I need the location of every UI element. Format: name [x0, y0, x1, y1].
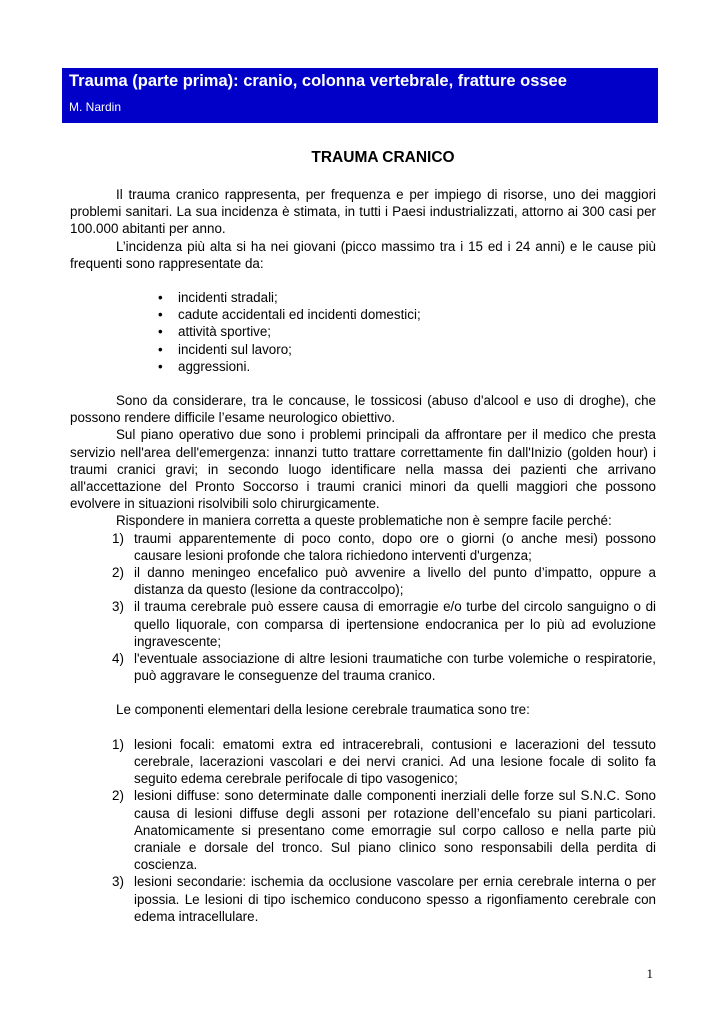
list-item: • cadute accidentali ed incidenti domestici; — [158, 306, 656, 323]
spacer — [70, 684, 656, 701]
list-item — [112, 787, 656, 873]
document-body — [70, 148, 656, 925]
list-item — [112, 873, 656, 925]
list-item: • incidenti sul lavoro; — [158, 341, 656, 358]
document-header — [62, 68, 658, 123]
paragraph: Sul piano operativo due sono i problemi principali da affrontare per il medico che presta servizio nell'area dell'emergenza: innanzi tutto trattare correttamente fin dall'Inizio (golden hour) i traumi cranici gravi; in secondo luogo identificare nella massa dei pazienti che arrivano all'accettazione del Pronto Soccorso i traumi cranici minori da quelli maggiori che possono evolvere in situazioni risolvibili solo chirurgicamente. — [70, 427, 656, 512]
section-heading: TRAUMA CRANICO — [311, 149, 455, 166]
item-number: 2) — [112, 788, 124, 804]
list-item — [112, 564, 656, 598]
list-item: • aggressioni. — [158, 358, 656, 375]
components-list — [70, 736, 656, 925]
problems-list — [70, 530, 656, 685]
item-number: 4) — [112, 651, 124, 667]
item-number: 1) — [112, 530, 124, 546]
item-text: l'eventuale associazione di altre lesioni traumatiche con turbe volemiche o respiratorie, può aggravare le conseguenze del trauma cranico. — [134, 651, 656, 684]
paragraph: Rispondere in maniera corretta a queste problematiche non è sempre facile perché: — [116, 513, 612, 529]
causes-list — [70, 289, 656, 375]
item-text: il trauma cerebrale può essere causa di emorragie e/o turbe del circolo sanguigno o di quello liquorale, con comparsa di ipertensione endocranica per lo più ad evoluzione ingravescente; — [134, 599, 656, 649]
item-number: 2) — [112, 565, 124, 581]
item-text: il danno meningeo encefalico può avvenire a livello del punto d’impatto, oppure a distanza da questo (lesione da contraccolpo); — [134, 565, 656, 598]
item-text: lesioni focali: ematomi extra ed intracerebrali, contusioni e lacerazioni del tessuto cerebrale, lacerazioni vascolari e dei nervi cranici. Ad una lesione focale di solito fa seguito edema cerebrale perifocale di tipo vasogenico; — [134, 736, 656, 787]
item-text: lesioni diffuse: sono determinate dalle componenti inerziali delle forze sul S.N.C. Sono causa di lesioni diffuse degli assoni per rotazione dell’encefalo su piani particolari. Anatomicamente si presentano come emorragie sul corpo calloso e nella parte più craniale e dorsale del tronco. Sul piano clinico sono responsabili della perdita di coscienza. — [134, 788, 656, 873]
list-item: • incidenti stradali; — [158, 289, 656, 306]
paragraph: Sono da considerare, tra le concause, le tossicosi (abuso d'alcool e uso di droghe), che possono rendere difficile l’esame neurologico obiettivo. — [70, 393, 656, 426]
list-item — [112, 736, 656, 788]
paragraph: Il trauma cranico rappresenta, per frequenza e per impiego di risorse, uno dei maggiori problemi sanitari. La sua incidenza è stimata, in tutti i Paesi industrializzati, attorno ai 300 casi per 100.000 abitanti per anno. — [70, 187, 656, 237]
paragraph: L’incidenza più alta si ha nei giovani (picco massimo tra i 15 ed i 24 anni) e le cause più frequenti sono rappresentate da: — [70, 238, 656, 271]
item-number: 1) — [112, 736, 124, 752]
item-number: 3) — [112, 874, 124, 890]
paragraph: Le componenti elementari della lesione cerebrale traumatica sono tre: — [116, 702, 530, 718]
list-item — [112, 650, 656, 684]
document-author: M. Nardin — [69, 100, 122, 114]
item-text: lesioni secondarie: ischemia da occlusione vascolare per ernia cerebrale interna o per ipossia. Le lesioni di tipo ischemico conducono spesso a rigonfiamento cerebrale con edema intracellulare. — [134, 874, 656, 924]
page-number: 1 — [646, 966, 653, 981]
list-item — [112, 530, 656, 564]
list-item — [112, 598, 656, 650]
item-number: 3) — [112, 599, 124, 615]
list-item: • attività sportive; — [158, 323, 656, 340]
spacer — [70, 719, 656, 736]
document-title: Trauma (parte prima): cranio, colonna vertebrale, fratture ossee — [69, 72, 567, 90]
item-text: traumi apparentemente di poco conto, dopo ore o giorni (o anche mesi) possono causare lesioni profonde che talora richiedono interventi d'urgenza; — [134, 530, 656, 563]
